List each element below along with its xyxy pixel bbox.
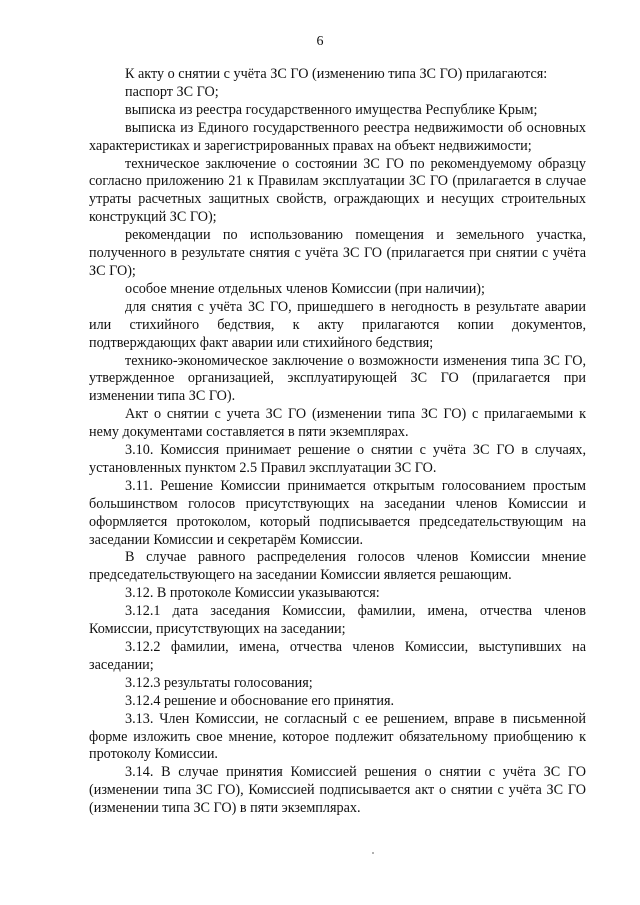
paragraph-usage-recommendations: рекомендации по использованию помещения и земельного участка, полученного в результате снятия с учёта ЗС ГО (прилагается при снятии с учёта ЗС ГО); bbox=[89, 227, 586, 279]
page-number: 6 bbox=[316, 34, 324, 49]
paragraph-real-estate-extract: выписка из Единого государственного реестра недвижимости об основных характеристиках и зарегистрированных правах на объект недвижимости; bbox=[89, 119, 586, 154]
paragraph-3-12-1: 3.12.1 дата заседания Комиссии, фамилии, имена, отчества членов Комиссии, присутствующих на заседании; bbox=[89, 603, 586, 638]
paragraph-dissenting-opinion: особое мнение отдельных членов Комиссии (при наличии); bbox=[125, 280, 485, 297]
paragraph-technical-conclusion: техническое заключение о состоянии ЗС ГО по рекомендуемому образцу согласно приложению 21 к Правилам эксплуатации ЗС ГО (прилагается в случае утраты расчетных защитных свойств, ограждающих и несущих строительных конструкций ЗС ГО); bbox=[89, 155, 586, 226]
paragraph-3-12-4: 3.12.4 решение и обоснование его принятия. bbox=[125, 692, 395, 709]
paragraph-3-10: 3.10. Комиссия принимает решение о снятии с учёта ЗС ГО в случаях, установленных пунктом 2.5 Правил эксплуатации ЗС ГО. bbox=[89, 442, 586, 476]
document-body bbox=[89, 66, 586, 818]
paragraph-act-copies: Акт о снятии с учета ЗС ГО (изменении типа ЗС ГО) с прилагаемыми к нему документами составляется в пяти экземплярах. bbox=[89, 406, 586, 441]
paragraph-attachments-intro: К акту о снятии с учёта ЗС ГО (изменению типа ЗС ГО) прилагаются: bbox=[125, 66, 548, 82]
paragraph-3-12-2: 3.12.2 фамилии, имена, отчества членов Комиссии, выступивших на заседании; bbox=[89, 639, 586, 673]
paragraph-economic-conclusion: технико-экономическое заключение о возможности изменения типа ЗС ГО, утвержденное организацией, эксплуатирующей ЗС ГО (прилагается при изменении типа ЗС ГО). bbox=[89, 352, 586, 405]
paragraph-passport: паспорт ЗС ГО; bbox=[125, 83, 219, 100]
scan-speck bbox=[372, 852, 374, 854]
paragraph-tie-vote: В случае равного распределения голосов членов Комиссии мнение председательствующего на заседании Комиссии является решающим. bbox=[89, 549, 586, 584]
paragraph-3-13: 3.13. Член Комиссии, не согласный с ее решением, вправе в письменной форме изложить свое мнение, которое подлежит обязательному приобщению к протоколу Комиссии. bbox=[89, 710, 586, 763]
paragraph-3-12: 3.12. В протоколе Комиссии указываются: bbox=[125, 585, 380, 602]
paragraph-3-14: 3.14. В случае принятия Комиссией решения о снятии с учёта ЗС ГО (изменении типа ЗС ГО), Комиссией подписывается акт о снятии с учёта ЗС ГО (изменении типа ЗС ГО) в пяти экземплярах. bbox=[89, 764, 586, 817]
paragraph-3-11: 3.11. Решение Комиссии принимается открытым голосованием простым большинством голосов присутствующих на заседании членов Комиссии и оформляется протоколом, который подписывается председательствующим на заседании Комиссии и секретарём Комиссии. bbox=[89, 477, 586, 548]
paragraph-state-property-extract: выписка из реестра государственного имущества Республике Крым; bbox=[125, 101, 538, 118]
paragraph-accident-documents: для снятия с учёта ЗС ГО, пришедшего в негодность в результате аварии или стихийного бедствия, к акту прилагаются копии документов, подтверждающих факт аварии или стихийного бедствия; bbox=[89, 298, 586, 351]
paragraph-3-12-3: 3.12.3 результаты голосования; bbox=[125, 674, 313, 691]
